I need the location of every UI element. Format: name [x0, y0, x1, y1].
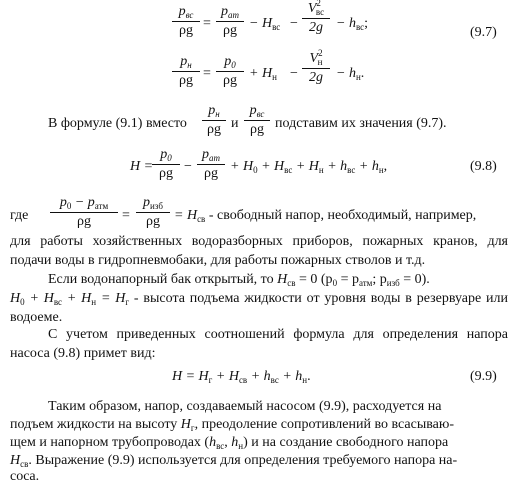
text-before: В формуле (9.1) вместо	[48, 116, 187, 131]
equation-number-9-9: (9.9)	[470, 369, 497, 384]
text-and: и	[231, 116, 239, 131]
sum-terms: + $H_0 + H_{вс} + H_н + h_{вс} + h_н$,	[230, 159, 388, 175]
equation-number-9-7: (9.7)	[470, 25, 497, 40]
fraction-p0-over-rhog: $\frac{p_0}{\rho g}$	[216, 55, 244, 88]
minus-sign: −	[290, 16, 298, 31]
term-h-n: + $H_н$	[249, 66, 277, 82]
conclusion-line-4: $H_{св}$. Выражение (9.9) используется для определения требуемого напора на-	[10, 453, 458, 469]
conclusion-line-5: coca.	[10, 469, 40, 484]
equation-9-9: $H = H_г + H_{св} + h_{вс} + h_н$.	[172, 369, 311, 385]
fraction-inline-p-n: $p_н$ ρg	[202, 104, 226, 137]
fraction-pizb-over-rhog: $p_{изб}$ ρg	[136, 196, 170, 229]
fraction-p-vs-over-rhog: $p_{вс}$ ρg	[172, 5, 200, 38]
fraction-pat-over-rhog: $p_{ат}$ ρg	[197, 148, 225, 181]
paragraph-lift-height: $H_0 + H_{вс} + H_н = H_г$ - высота подъема жидкости от уровня воды в резервуаре или водоеме.	[10, 291, 509, 325]
h-sv-definition: = $H_{св}$ - свободный напор, необходимый, например,	[174, 208, 477, 224]
text-where: где	[10, 208, 29, 223]
paragraph-open-tank: Если водонапорный бак открытый, то $H_{св} = 0$ ($p_0 = p_{атм}$; $p_{изб} = 0$).	[48, 272, 430, 288]
text-after: подставим их значения (9.7).	[275, 116, 447, 131]
fraction-v2-over-2g: $V^2_{вс}$ 2g	[302, 2, 330, 35]
term-h-vs: − $H_{вс}$	[249, 16, 281, 32]
equation-number-9-8: (9.8)	[470, 159, 497, 174]
fraction-p0-over-rhog: $\frac{p_0}{\rho g}$	[152, 148, 180, 181]
paragraph-continuation: для работы хозяйственных водоразборных приборов, пожарных кранов, для подачи воды в гидропневмобаки, для работы пожарных стволов и т.д.	[10, 234, 508, 268]
fraction-inline-p-vs: $p_{вс}$ ρg	[244, 104, 270, 137]
equals-sign: =	[122, 208, 130, 223]
lhs-h: H =	[130, 159, 154, 174]
conclusion-line-2: подъем жидкости на высоту $H_г$, преодоление сопротивлений во всасываю-	[10, 417, 454, 433]
fraction-p0-minus-patm: $p_0 - p_{атм}$ ρg	[50, 196, 118, 229]
paragraph-pump-head: С учетом приведенных соотношений формула для определения напора насоса (9.8) примет вид:	[10, 327, 508, 361]
fraction-p-at-over-rhog: $p_{ат}$ ρg	[216, 5, 244, 38]
fraction-p-n-over-rhog: $p_н$ ρg	[172, 55, 200, 88]
conclusion-line-3: щем и напорном трубопроводах ($h_{вс}$, $h_н$) и на создание свободного напора	[10, 435, 449, 451]
equals-sign: =	[203, 66, 211, 81]
fraction-vn2-over-2g: $V^2_н$ 2g	[302, 52, 330, 85]
minus-sign: −	[290, 66, 298, 81]
conclusion-line-1: Таким образом, напор, создаваемый насосом (9.9), расходуется на	[48, 399, 442, 414]
minus-sign: −	[184, 159, 192, 174]
term-h-vs-lower: − $h_{вс}$;	[336, 16, 369, 32]
equals-sign: =	[203, 16, 211, 31]
term-h-n-lower: − $h_н$.	[336, 66, 365, 82]
